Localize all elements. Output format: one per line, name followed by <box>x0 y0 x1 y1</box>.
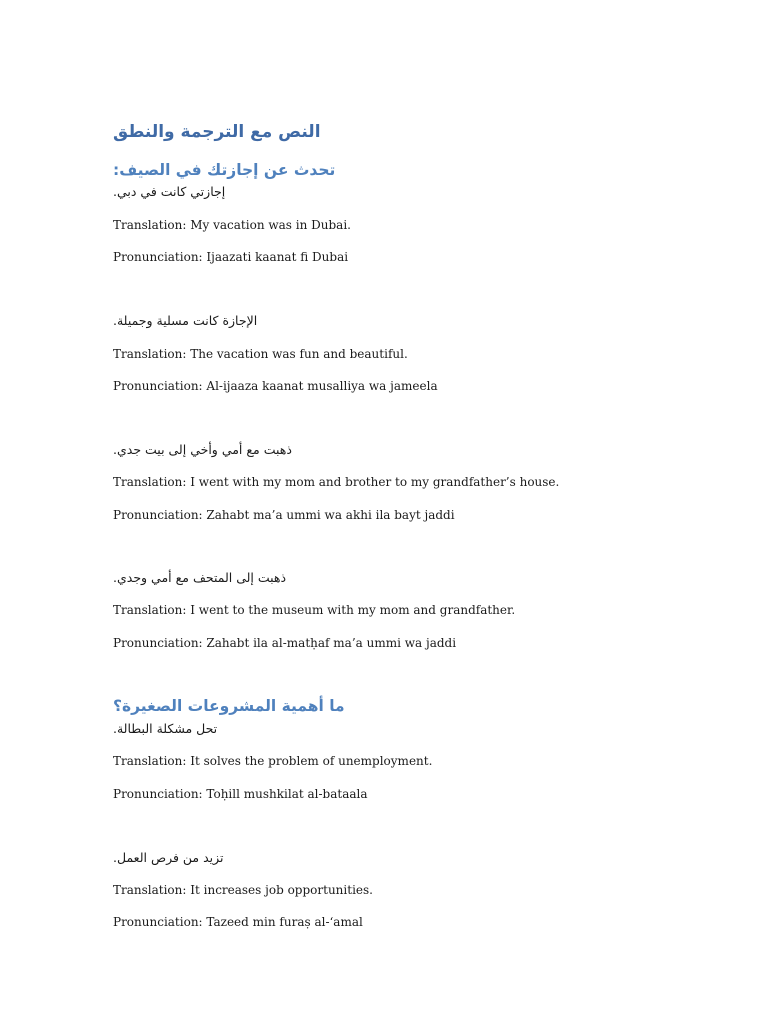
arabic-sentence: إجازتي كانت في دبي. <box>113 184 226 199</box>
translation-line: Translation: It increases job opportunities. <box>113 883 373 897</box>
pronunciation-line: Pronunciation: Zahabt ila al-matḥaf ma’a ummi wa jaddi <box>113 636 457 650</box>
arabic-sentence: ذهبت إلى المتحف مع أمي وجدي. <box>113 570 287 585</box>
translation-line: Translation: The vacation was fun and beautiful. <box>113 347 408 361</box>
pronunciation-line: Pronunciation: Al-ijaaza kaanat musalliya wa jameela <box>113 379 438 393</box>
translation-line: Translation: I went with my mom and brother to my grandfather’s house. <box>113 475 560 489</box>
section-heading-small-projects: ما أهمية المشروعات الصغيرة؟ <box>113 697 345 715</box>
translation-line: Translation: It solves the problem of unemployment. <box>113 754 433 768</box>
pronunciation-line: Pronunciation: Toḥill mushkilat al-bataala <box>113 787 368 801</box>
section-heading-vacation: تحدث عن إجازتك في الصيف: <box>113 161 336 179</box>
pronunciation-line: Pronunciation: Tazeed min furaṣ al-‘amal <box>113 915 363 929</box>
translation-line: Translation: I went to the museum with my mom and grandfather. <box>113 603 516 617</box>
arabic-sentence: تحل مشكلة البطالة. <box>113 721 218 736</box>
arabic-sentence: تزيد من فرص العمل. <box>113 850 224 865</box>
pronunciation-line: Pronunciation: Ijaazati kaanat fi Dubai <box>113 250 349 264</box>
translation-line: Translation: My vacation was in Dubai. <box>113 218 351 232</box>
arabic-sentence: ذهبت مع أمي وأخي إلى بيت جدي. <box>113 442 292 457</box>
arabic-sentence: الإجازة كانت مسلية وجميلة. <box>113 313 258 328</box>
pronunciation-line: Pronunciation: Zahabt ma’a ummi wa akhi ila bayt jaddi <box>113 508 455 522</box>
page-title: النص مع الترجمة والنطق <box>113 122 321 142</box>
